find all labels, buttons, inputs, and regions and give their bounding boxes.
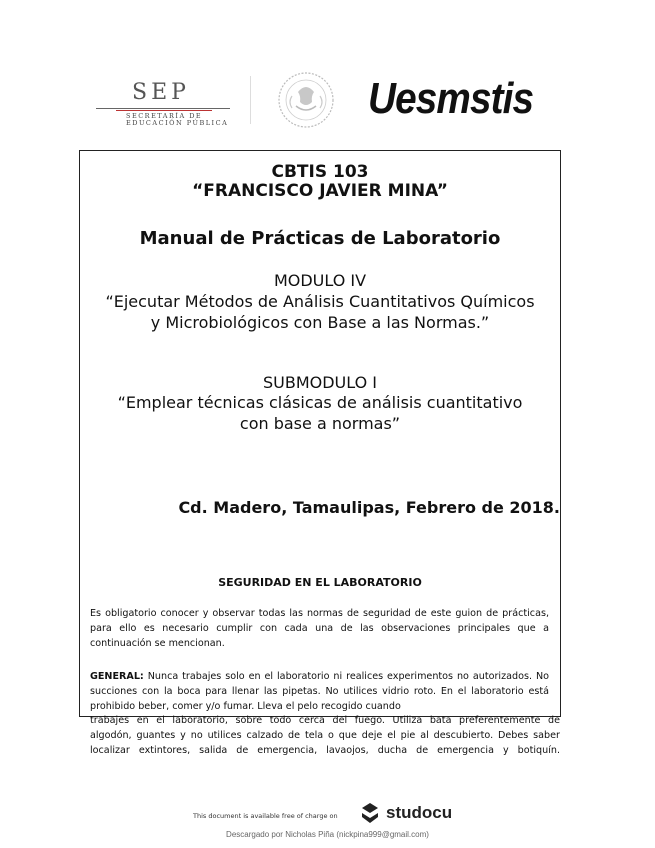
module-description-line1: “Ejecutar Métodos de Análisis Cuantitativos Químicos (105, 292, 535, 311)
download-note: Descargado por Nicholas Piña (nickpina999@gmail.com) (226, 830, 429, 839)
studocu-brand-link[interactable]: studocu (386, 803, 453, 822)
sep-logo-rule (96, 108, 230, 109)
safety-general (90, 669, 549, 714)
safety-continued-line3: localizar extintores, salida de emergencia, lavaojos, ducha de emergencia y botiquín. (90, 745, 560, 756)
safety-title: SEGURIDAD EN EL LABORATORIO (218, 576, 422, 589)
module-title: MODULO IV (273, 271, 367, 290)
sep-logo-accent-rule (116, 110, 212, 111)
sep-subtitle-line1: SECRETARÍA DE (126, 112, 203, 120)
submodule-description-line1: “Emplear técnicas clásicas de análisis cuantitativo (117, 393, 523, 412)
safety-continued-line1: trabajes en el laboratorio, sobre todo cerca del fuego. Utiliza bata preferentemente de (90, 715, 560, 726)
general-text: Nunca trabajes solo en el laboratorio ni realices experimentos no autorizados. No succiones con la boca para llenar las pipetas. No utilices vidrio roto. En el laboratorio está prohibido beber, comer y/o fumar. Lleva el pelo recogido cuando (90, 671, 549, 712)
school-subname: “FRANCISCO JAVIER MINA” (192, 181, 448, 201)
safety-continued-line2: algodón, guantes y no utilices calzado de tela o que deje el pie al descubierto. Debes saber (90, 730, 560, 741)
sep-logo-subtitle (126, 113, 228, 127)
place-date: Cd. Madero, Tamaulipas, Febrero de 2018. (178, 498, 560, 517)
submodule-description-line2: con base a normas” (239, 414, 401, 433)
sep-logo (96, 80, 230, 130)
availability-note: This document is available free of charge on (193, 812, 338, 820)
school-name: CBTIS 103 (271, 162, 369, 182)
module-description-line2: y Microbiológicos con Base a las Normas.” (150, 313, 490, 332)
mexican-coat-of-arms-icon (268, 66, 344, 130)
sep-logo-title: SEP (132, 80, 190, 105)
manual-title: Manual de Prácticas de Laboratorio (139, 228, 501, 249)
uesmstis-logo: Uesmstis (368, 74, 534, 123)
sep-subtitle-line2: EDUCACIÓN PÚBLICA (126, 119, 229, 127)
submodule-title: SUBMODULO I (262, 373, 377, 392)
general-label: GENERAL: (90, 671, 144, 682)
logo-divider (250, 76, 251, 124)
cover-box (79, 150, 561, 717)
studocu-logo-icon[interactable] (360, 802, 380, 824)
safety-intro: Es obligatorio conocer y observar todas las normas de seguridad de este guion de prácticas, para ello es necesario cumplir con cada una de las observaciones principales que a continuación se mencionan. (90, 608, 549, 649)
